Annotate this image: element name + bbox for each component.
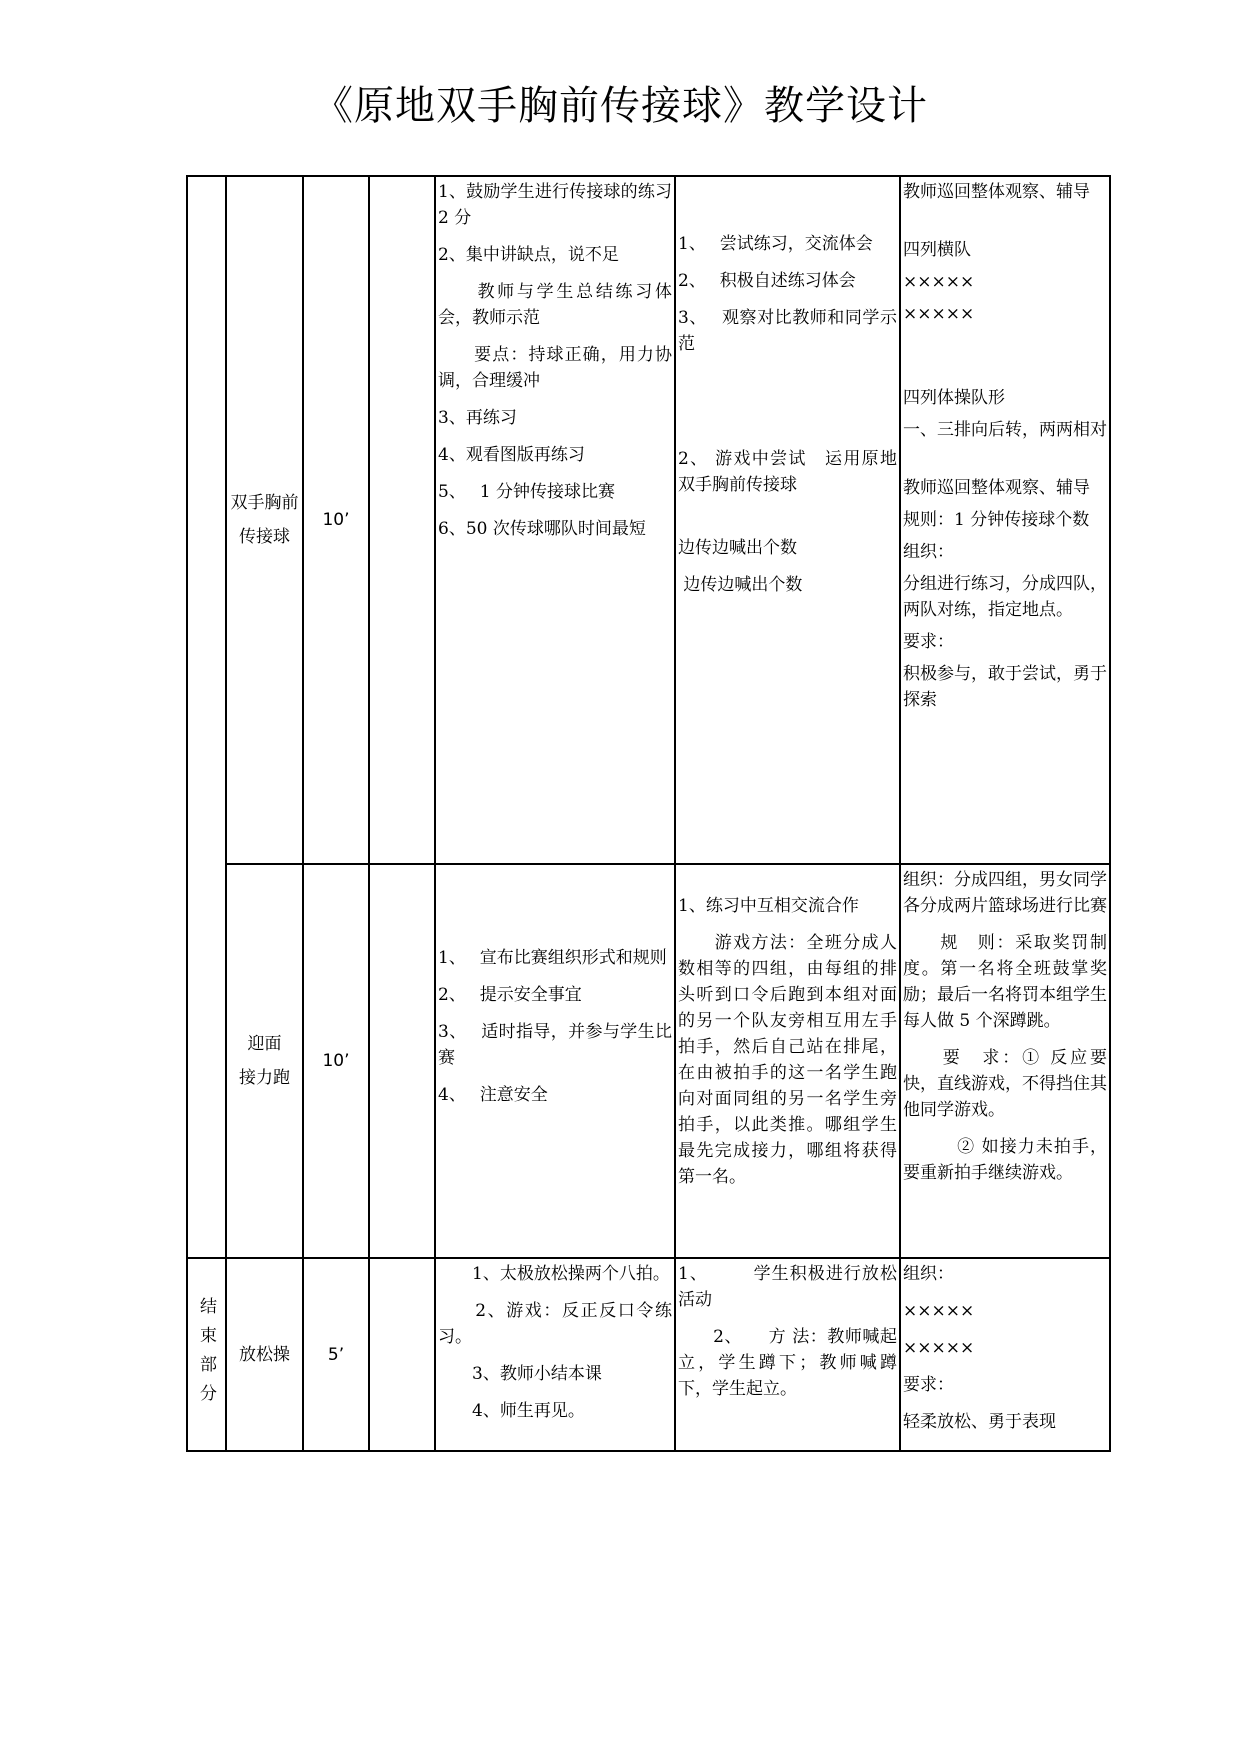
activity-name: 放松操 [239, 1344, 290, 1365]
student-activity-line: 游戏方法：全班分成人数相等的四组，由每组的排头听到口令后跑到本组对面的另一个队友旁相互用左手拍手，然后自己站在排尾，在由被拍手的这一名学生跑向对面同组的另一名学生旁拍手，以此类推。哪组学生最先完成接力，哪组将获得第一名。 [678, 933, 897, 1187]
teacher-activity-line: 教师与学生总结练习体会，教师示范 [438, 282, 672, 328]
organization-line: 规 则：采取奖罚制度。第一名将全班鼓掌奖励；最后一名将罚本组学生每人做 5 个深蹲跳。 [903, 933, 1107, 1031]
time-cell [303, 864, 369, 1258]
student-activity-line: 1、 学生积极进行放松活动 [678, 1264, 897, 1310]
teacher-activity-line: 1、太极放松操两个八拍。 [438, 1264, 670, 1284]
teacher-activity-line: 2、集中讲缺点，说不足 [438, 245, 619, 265]
lesson-plan-table [186, 175, 1111, 1452]
teacher-activity-cell [435, 864, 675, 1258]
student-activity-line: 3、 观察对比教师和同学示范 [678, 308, 897, 354]
organization-line: ② 如接力未拍手，要重新拍手继续游戏。 [903, 1137, 1107, 1183]
organization-line: 规则：1 分钟传接球个数 [903, 510, 1090, 530]
time-value: 10’ [322, 510, 350, 530]
organization-line: 四列体操队形 [903, 388, 1005, 408]
teacher-activity-cell [435, 176, 678, 864]
empty-cell [369, 176, 435, 864]
teacher-activity-line: 2、游戏：反正反口令练习。 [438, 1301, 672, 1347]
time-cell [303, 176, 369, 864]
student-activity-line: 1、练习中互相交流合作 [678, 896, 859, 916]
organization-line: 四列横队 [903, 240, 971, 260]
teacher-activity-line: 6、50 次传球哪队时间最短 [438, 519, 646, 539]
teacher-activity-line: 5、 1 分钟传接球比赛 [438, 482, 615, 502]
teacher-activity-line: 4、观看图版再练习 [438, 445, 585, 465]
time-value: 5’ [327, 1344, 345, 1365]
student-activity-line: 边传边喊出个数 [678, 538, 797, 558]
organization-line: 组织： [903, 542, 954, 562]
student-activity-cell [675, 864, 900, 1258]
organization-line: 分组进行练习，分成四队，两队对练，指定地点。 [903, 574, 1107, 620]
blank-line [903, 359, 1107, 385]
activity-name-cell [226, 1258, 303, 1451]
student-activity-line: 2、 游戏中尝试 运用原地双手胸前传接球 [678, 449, 897, 495]
organization-cell [900, 1258, 1110, 1451]
blank-line [678, 420, 897, 446]
organization-line: 教师巡回整体观察、辅导 [903, 478, 1090, 498]
blank-line [678, 179, 897, 205]
blank-line [903, 211, 1107, 237]
teacher-activity-line: 3、教师小结本课 [438, 1364, 602, 1384]
organization-line: 要 求：① 反应要快，直线游戏，不得挡住其他同学游戏。 [903, 1048, 1107, 1120]
blank-line [903, 333, 1107, 359]
teacher-activity-line: 3、再练习 [438, 408, 517, 428]
activity-name-cell [226, 864, 303, 1258]
organization-cell [900, 176, 1110, 864]
part-cell [187, 1258, 226, 1451]
teacher-activity-cell [435, 1258, 675, 1451]
lesson-plan-table-wrapper [186, 175, 1109, 1452]
blank-line [678, 509, 897, 535]
student-activity-line: 边传边喊出个数 [678, 575, 803, 595]
teacher-activity-line: 要点：持球正确，用力协调，合理缓冲 [438, 345, 672, 391]
page-title: 《原地双手胸前传接球》教学设计 [313, 83, 928, 129]
organization-line: ××××× [903, 272, 975, 292]
teacher-activity-line: 4、师生再见。 [438, 1401, 585, 1421]
activity-name-cell [226, 176, 303, 864]
teacher-activity-line: 4、 注意安全 [438, 1085, 548, 1105]
lesson-row [187, 1258, 1110, 1451]
organization-line: 积极参与，敢于尝试，勇于探索 [903, 664, 1107, 710]
blank-line [678, 867, 897, 893]
teacher-activity-line: 3、 适时指导，并参与学生比赛 [438, 1022, 672, 1068]
blank-line [678, 394, 897, 420]
part-label: 结束部分 [196, 1296, 216, 1413]
time-cell [303, 1258, 369, 1451]
teacher-activity-line: 1、 宣布比赛组织形式和规则 [438, 948, 667, 968]
blank-line [903, 449, 1107, 475]
student-activity-line: 2、 积极自述练习体会 [678, 271, 856, 291]
organization-line: 教师巡回整体观察、辅导 [903, 182, 1090, 202]
time-value: 10’ [322, 1051, 350, 1071]
activity-name: 迎面 接力跑 [239, 1034, 290, 1088]
organization-line: 组织： [903, 1264, 954, 1284]
student-activity-cell [675, 176, 900, 864]
teacher-activity-line: 1、鼓励学生进行传接球的练习 2 分 [438, 182, 678, 228]
organization-line: 要求： [903, 632, 954, 652]
lesson-row [187, 864, 1110, 1258]
activity-name: 双手胸前 传接球 [230, 493, 299, 547]
part-cell [187, 176, 226, 1258]
empty-cell [369, 1258, 435, 1451]
student-activity-line: 1、 尝试练习，交流体会 [678, 234, 873, 254]
organization-line: ××××× [903, 1301, 975, 1321]
organization-line: 组织：分成四组，男女同学各分成两片篮球场进行比赛 [903, 870, 1107, 916]
empty-cell [369, 864, 435, 1258]
blank-line [678, 205, 897, 231]
organization-line: ××××× [903, 304, 975, 324]
teacher-activity-line: 2、 提示安全事宜 [438, 985, 582, 1005]
organization-line: 轻柔放松、勇于表现 [903, 1412, 1056, 1432]
student-activity-cell [675, 1258, 900, 1451]
blank-line [678, 368, 897, 394]
blank-line [438, 893, 672, 919]
student-activity-line: 2、 方 法：教师喊起立，学生蹲下；教师喊蹲下，学生起立。 [678, 1327, 897, 1399]
blank-line [438, 919, 672, 945]
lesson-plan-body [187, 176, 1110, 1451]
organization-cell [900, 864, 1110, 1258]
organization-line: 要求： [903, 1375, 954, 1395]
lesson-row [187, 176, 1110, 864]
organization-line: ××××× [903, 1338, 975, 1358]
organization-line: 一、三排向后转，两两相对 [903, 420, 1107, 440]
blank-line [438, 867, 672, 893]
